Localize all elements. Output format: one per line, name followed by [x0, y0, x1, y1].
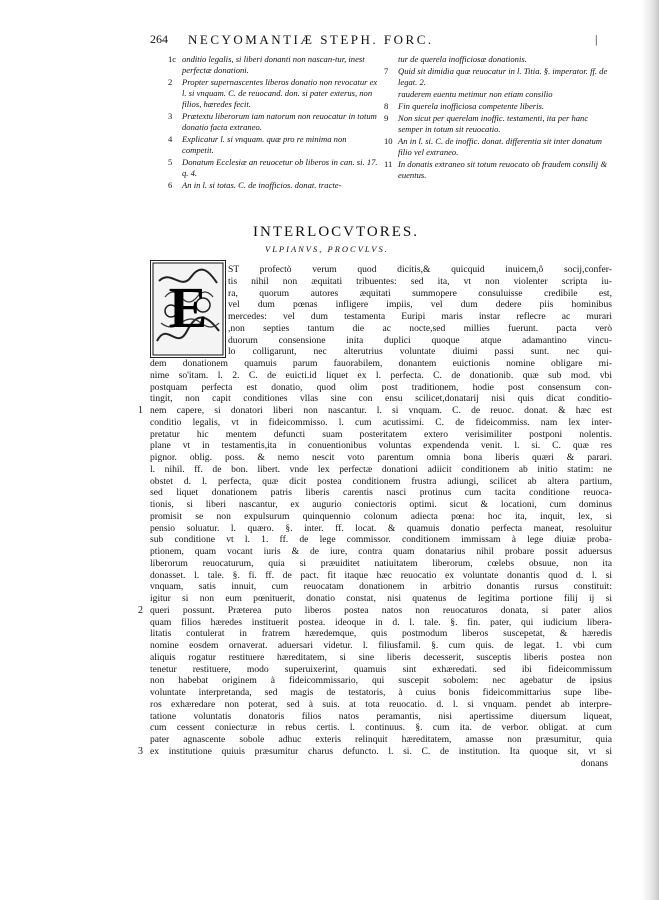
text-line: pensio soluatur. l. quæro. §. inter. ff. locat. & quamuis donatio perfecta maneat, resoluitur: [150, 522, 612, 534]
text-line: donasset. l. tale. §. fi. ff. de pact. fit itaque hæc reuocatio ex voluntate donantis quod d. l. si: [150, 569, 612, 581]
summary-item-text: Quid sit dimidia quæ reuocatur in l. Titia. §. imperator. ff. de legat. 2.: [398, 66, 608, 87]
drop-initial-letter: E: [168, 275, 208, 340]
body-text: [150, 264, 612, 769]
summary-item: [168, 77, 380, 110]
summary-item: [384, 101, 612, 112]
section-subtitle: VLPIANVS, PROCVLVS.: [265, 244, 389, 254]
summary-item-number: 9: [384, 113, 389, 123]
summary-item-number: 2: [168, 77, 173, 87]
text-line: nem capere, si donatori liberi non nascantur. l. si vnquam. C. de reuoc. donat. & hæc est: [150, 405, 612, 416]
text-line: litatis contulerat in fratrem hæredemque, quis postmodum liberos suscepetat, & hæredis: [150, 628, 612, 640]
summary-item-text: Explicatur l. si vnquam. quæ pro re minima non competit.: [182, 134, 347, 155]
summary-item-number: 3: [168, 111, 173, 121]
text-line: pater agnascente sobole adhuc exteris relinquit hæreditatem, amasse non præsumitur, quia: [150, 734, 612, 745]
text-line: tionis, si liberi nascantur, ex augurio coniectoris optimi. sicut & locationi, cum dominus: [150, 499, 612, 510]
margin-number: 3: [138, 745, 143, 757]
summary-item: [168, 111, 380, 133]
summary-item-text: In donatis extraneo sit totum reuocato ob fraudem consilij & euentus.: [398, 159, 608, 180]
summary-item-text: An in l. si. C. de inoffic. donat. differentia sit inter donatum filio vel extraneo.: [398, 136, 603, 157]
margin-number: 1: [138, 405, 143, 416]
page-header: [150, 32, 610, 52]
summary-item-number: 11: [384, 159, 393, 169]
summary-item: [384, 159, 612, 181]
text-line: lo colligarunt, nec alterutrius voluntate diuimi passi sunt. nec qui-: [228, 346, 612, 358]
summary-item-text: An in l. si totas. C. de inofficios. donat. tracte-: [182, 180, 342, 190]
text-line: sub conditione vt l. 1. ff. de lege commissor. conditionem immissam à lege diuiæ proba-: [150, 534, 612, 546]
text-line: duorum consensione inita duplici quoque atque adamantino vincu-: [228, 334, 612, 346]
summary-item-number: 1c: [168, 54, 177, 64]
text-line: queri possunt. Præterea puto liberos postea natos non reuocaturos donata, si pater alios: [150, 604, 612, 616]
margin-number: 2: [138, 604, 143, 616]
summary-item-text: Non sicut per querelam inoffic. testamenti, ita per hanc semper in totum sit reuocatio.: [398, 113, 589, 134]
text-line: plane vt in testamentis,ita in conuentionibus voluntas expendenda venit. l. si. C. quæ res: [150, 440, 612, 452]
text-line: obstet d. l. perfecta, quæ dicit postea conditionem frustra adiungi, scilicet ab altera partium,: [150, 475, 612, 487]
running-head: NECYOMANTIÆ STEPH. FORC.: [188, 32, 434, 47]
summary-item: [168, 54, 380, 76]
summary-item: [384, 54, 612, 65]
text-line: cum cessent coniecturæ in rebus certis. l. continuus. §. cum ita. de verbor. obligat. at cum: [150, 722, 612, 734]
summary-item: [384, 113, 612, 135]
text-line: ptionem, quam vocant iuris & de iure, contra quam donatarius nihil probare possit aduersus: [150, 546, 612, 557]
text-line: non habebat originem à fideicommissario, qui suscepit sobolem: nec agebatur de ipsius: [150, 675, 612, 687]
text-line: liberorum reuocaturum, quia si præuiditet natiuitatem liberorum, cœlebs obsuue, non ita: [150, 557, 612, 569]
page-gutter-shadow: [641, 0, 659, 900]
section-title: INTERLOCVTORES.: [253, 224, 419, 240]
summary-list-right: [384, 54, 612, 182]
catchword: donans: [580, 757, 608, 769]
text-line: tenetur restituere, modo superuixerint, quamuis sint exhæredati. sed ibi fideicommissum: [150, 663, 612, 675]
text-line: nomine eosdem ornaverat. aduersari videtur. l. filiusfamil. §. cum quis. de legat. 1. vbi cum: [150, 640, 612, 651]
summary-item: [168, 157, 380, 179]
text-line: aliquis rogatur restituere hæreditatem, si sine liberis decesserit, susceptis liberis postea non: [150, 651, 612, 663]
text-line: voluntate interpretanda, sed magis de testatoris, à cuius bonis fideicommittarius supe libe-: [150, 687, 612, 698]
text-line: tingit, non capit conditiones vllas sine con ensu scilicet,donatarij nisi quis dicat conditio-: [150, 393, 612, 405]
summary-item-number: 10: [384, 136, 393, 146]
summary-item: [384, 66, 612, 88]
summary-item-text: onditio legalis, si liberi donanti non nascan-tur, inest perfectæ donationi.: [182, 54, 365, 75]
text-line: ,non septies tantum die ac nocte,sed millies fuerunt. pacta verò: [228, 322, 612, 334]
summary-item-text: Donatum Ecclesiæ an reuocetur ob liberos in can. si. 17. q. 4.: [182, 157, 378, 178]
summary-item-text: tur de querela inofficiosæ donationis.: [398, 54, 527, 64]
margin-mark: |: [595, 32, 600, 46]
body-text-indented: [150, 264, 612, 358]
summary-item-text: Prætextu liberorum iam natorum non reuocatur in totum donatio facta extraneo.: [182, 111, 377, 132]
summary-item-number: 5: [168, 157, 173, 167]
summary-item-text: Propter supernascentes liberos donatio non revocatur ex l. si vnquam. C. de reuocand. don. si pater exterus, non filios, hæredes fecit.: [182, 77, 378, 109]
text-line: pretatur hic mentem defuncti suam posteritatem extero verisimiliter postponi nolentis.: [150, 428, 612, 440]
text-line: dem donationem quamuis parum fauorabilem, donantem euictionis nomine obligare mi-: [150, 358, 612, 369]
summary-item-text: rauderem euentu metimur non etiam consilio: [398, 89, 553, 99]
text-line: ra, quorum autores æquitati summopere consuluisse credibile est,: [228, 287, 612, 299]
text-line: conditio legalis, vt in fideicommisso. l. cum acutissimi. C. de fideicommiss. nam lex inter-: [150, 416, 612, 428]
text-line: mercedes: vel dum testamenta Euripi maris instar reflecre ac murari: [228, 311, 612, 322]
summary-item-text: Fin querela inofficiosa competente liberis.: [398, 101, 544, 111]
text-line: vel dum pœnas infligere impiis, vel dum dedere piis hominibus: [228, 299, 612, 311]
text-line: nime so'itam. l. 2. C. de euicti.id liquet ex l. perfecta. C. de donationib. quæ sub mod. vbi: [150, 369, 612, 381]
summary-item-number: 4: [168, 134, 173, 144]
text-line: ros exhæredare non poterat, sed à suis. at tota reuocatio. d. l. si vnquam. pendet ab interpre-: [150, 698, 612, 710]
text-line: ST profectò verum quod dicitis,& quicquid inuicem,ô socij,confer-: [228, 264, 612, 275]
text-line: ex institutione quiuis præsumitur charus defuncto. l. si. C. de institution. Ita quoque sit, vt si: [150, 745, 612, 757]
summary-item-number: 7: [384, 66, 389, 76]
text-line: sed liquet donationem patris liberis carentis nasci protinus cum tacita conditione reuoca-: [150, 487, 612, 499]
text-line: l. nihil. ff. de bon. libert. vnde lex perfectæ donationi adiicit conditionem ab initio statim: ne: [150, 463, 612, 475]
summary-item-number: 6: [168, 180, 173, 190]
summary-item: [168, 134, 380, 156]
text-line: promisit se non expulsurum quinquennio colonum adiecta pœna: hoc ita, inquit, lex, si: [150, 510, 612, 522]
text-line: igitur si non eum pœnituerit, donatio constat, nisi quatenus de legitima portione filij ij si: [150, 593, 612, 604]
text-line: quam filios hæredes instituerit postea. ideoque in d. l. tale. §. fin. pater, qui iudicium libera-: [150, 616, 612, 628]
page-number: 264: [150, 32, 168, 46]
summary-item: [384, 89, 612, 100]
text-line: tatione voluntatis donatoris filios natos peramantis, nisi apertissime diuersum liqueat,: [150, 710, 612, 722]
summary-list-left: [168, 54, 380, 192]
summary-item: [384, 136, 612, 158]
text-line: tis nihil non æquitati tribuentes: sed ita, vt non violenter scripta iu-: [228, 275, 612, 287]
text-line: pignor. oblig. poss. & nemo nescit voto parentum omnia bona liberis quæri & parari.: [150, 452, 612, 463]
summary-item-number: 8: [384, 101, 389, 111]
body-text-full: [150, 358, 612, 758]
text-line: postquam perfecta est donatio, quod olim post traditionem, hodie post consensum con-: [150, 381, 612, 393]
text-line: vnquam, satis innuit, cum reuocatam donationem in arbitrio donantis rursus constituit:: [150, 581, 612, 593]
summary-item: [168, 180, 380, 191]
